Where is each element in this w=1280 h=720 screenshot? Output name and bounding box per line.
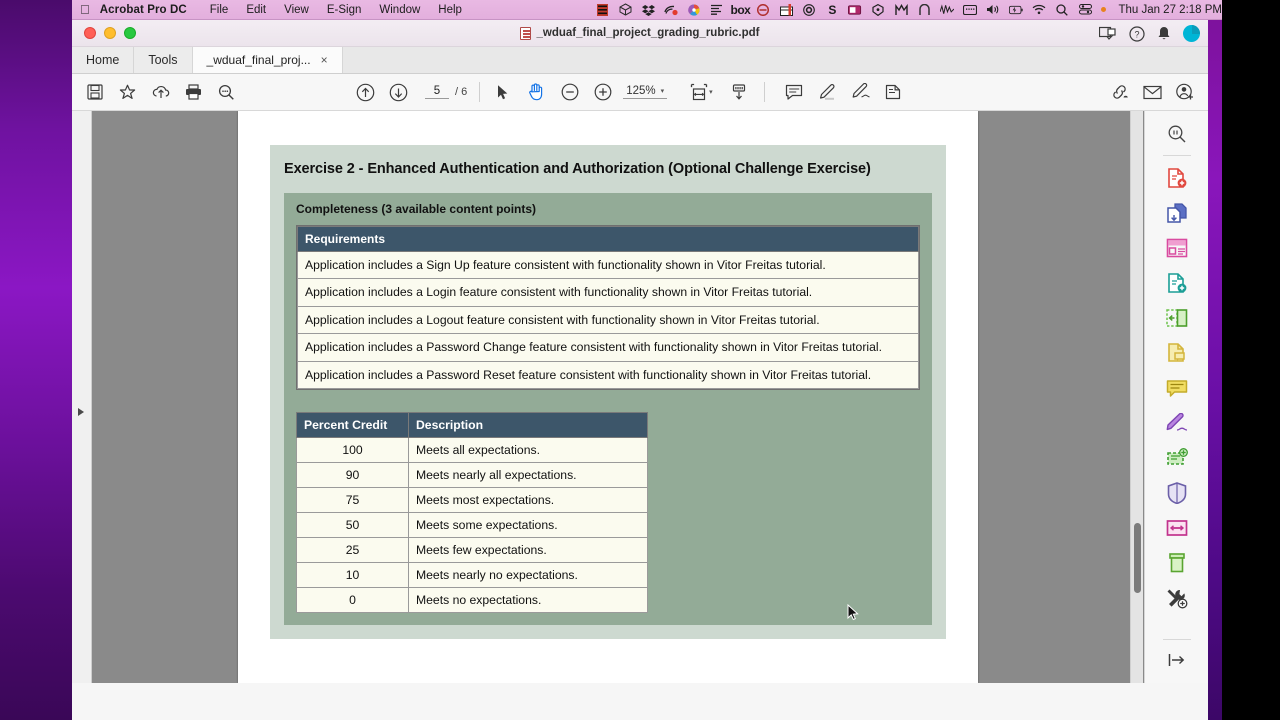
search-document-icon[interactable] xyxy=(1160,117,1194,151)
previous-page-icon[interactable] xyxy=(349,77,382,107)
percent-cell: 50 xyxy=(297,513,409,538)
pdf-page xyxy=(238,111,978,683)
description-cell: Meets nearly all expectations. xyxy=(409,463,648,488)
control-center-icon[interactable] xyxy=(1078,3,1092,16)
percent-cell: 90 xyxy=(297,463,409,488)
notification-bell-icon[interactable] xyxy=(1157,26,1171,42)
adblock-icon[interactable] xyxy=(756,3,770,16)
table-row xyxy=(297,563,648,588)
desktop-background-left xyxy=(0,0,72,720)
zoom-level-selector[interactable] xyxy=(623,85,667,99)
table-row xyxy=(298,334,919,361)
color-wheel-icon[interactable] xyxy=(687,3,701,16)
toolbar-view-group xyxy=(487,77,667,107)
page-number-input[interactable] xyxy=(425,85,449,99)
page-indicator xyxy=(425,85,467,99)
upload-cloud-icon[interactable] xyxy=(144,77,177,107)
more-tools-icon[interactable] xyxy=(1160,581,1194,615)
description-cell: Meets all expectations. xyxy=(409,438,648,463)
highlight-icon[interactable] xyxy=(811,77,844,107)
description-cell: Meets most expectations. xyxy=(409,488,648,513)
email-icon[interactable] xyxy=(1136,77,1169,107)
movie-icon[interactable] xyxy=(595,3,609,16)
redact-icon[interactable] xyxy=(1160,511,1194,545)
menu-clock[interactable]: Thu Jan 27 2:18 PM xyxy=(1118,3,1222,16)
select-tool-icon[interactable] xyxy=(487,77,520,107)
zoom-out-icon[interactable] xyxy=(553,77,586,107)
cleaner-icon[interactable] xyxy=(871,3,885,16)
hand-tool-icon[interactable] xyxy=(520,77,553,107)
fill-and-sign-icon[interactable] xyxy=(1160,406,1194,440)
chevron-down-icon: ▾ xyxy=(660,88,665,95)
gift-icon[interactable] xyxy=(779,3,793,16)
volume-icon[interactable] xyxy=(986,3,1000,16)
scrollbar-thumb[interactable] xyxy=(1134,523,1141,593)
table-row xyxy=(297,438,648,463)
prepare-form-icon[interactable] xyxy=(1160,441,1194,475)
percent-credit-table-wrapper xyxy=(296,412,648,613)
vertical-scrollbar[interactable] xyxy=(1130,111,1143,683)
window-title xyxy=(72,27,1208,40)
table-row xyxy=(297,538,648,563)
window-right-icons xyxy=(1099,20,1200,47)
save-icon[interactable] xyxy=(78,77,111,107)
page-title: Exercise 2 - Enhanced Authentication and Authorization (Optional Challenge Exercise) xyxy=(284,161,871,177)
menu-view[interactable]: View xyxy=(274,3,300,16)
table-row xyxy=(297,463,648,488)
description-cell: Meets no expectations. xyxy=(409,588,648,613)
apple-icon[interactable] xyxy=(72,3,100,16)
comment-icon[interactable] xyxy=(778,77,811,107)
circle-icon[interactable] xyxy=(802,3,816,16)
acrobat-window xyxy=(72,20,1208,720)
table-header-row xyxy=(298,226,919,251)
page-total-label: / 6 xyxy=(455,86,468,98)
requirement-cell: Application includes a Sign Up feature consistent with functionality shown in Vitor Freitas tutorial. xyxy=(298,251,919,278)
screen-letterbox-right xyxy=(1222,0,1280,720)
audio-wave-icon[interactable] xyxy=(940,3,954,16)
rail-separator-bottom xyxy=(1163,639,1191,640)
fit-chevron-down-icon[interactable]: ▾ xyxy=(709,89,713,96)
next-page-icon[interactable] xyxy=(382,77,415,107)
requirements-table xyxy=(297,226,919,389)
table-header-row xyxy=(297,413,648,438)
stamp-icon[interactable] xyxy=(877,77,910,107)
document-scroll-view[interactable] xyxy=(93,111,1143,683)
navigation-pane[interactable] xyxy=(72,111,92,683)
toolbar-fit-group xyxy=(687,77,756,107)
comment-balloon-icon[interactable] xyxy=(1160,371,1194,405)
menu-file[interactable]: File xyxy=(200,3,219,16)
table-row xyxy=(298,251,919,278)
close-icon[interactable]: × xyxy=(320,52,328,67)
menu-edit[interactable]: Edit xyxy=(236,3,257,16)
requirement-cell: Application includes a Login feature consistent with functionality shown in Vitor Freitas tutorial. xyxy=(298,279,919,306)
requirements-table-wrapper xyxy=(296,225,920,390)
table-row xyxy=(298,279,919,306)
wifi-icon[interactable] xyxy=(1032,3,1046,16)
collapse-pane-icon[interactable] xyxy=(1160,645,1194,675)
menu-app-name[interactable]: Acrobat Pro DC xyxy=(90,3,178,16)
table-row xyxy=(298,361,919,388)
percent-credit-header: Percent Credit xyxy=(297,413,409,438)
s-icon[interactable]: S xyxy=(828,2,837,17)
expand-navigation-pane-icon[interactable] xyxy=(78,408,84,416)
percent-cell: 75 xyxy=(297,488,409,513)
percent-cell: 25 xyxy=(297,538,409,563)
toolbar xyxy=(72,74,1208,111)
display-icon[interactable] xyxy=(963,3,977,16)
battery-icon[interactable] xyxy=(1009,3,1023,16)
percent-cell: 10 xyxy=(297,563,409,588)
tab-strip xyxy=(72,47,1208,74)
toolbar-file-group xyxy=(78,77,243,107)
fit-page-icon[interactable] xyxy=(687,77,711,107)
table-row xyxy=(297,588,648,613)
spotlight-search-icon[interactable] xyxy=(1055,3,1069,16)
share-link-icon[interactable] xyxy=(1103,77,1136,107)
toolbar-page-group xyxy=(349,77,467,107)
mac-menu-bar xyxy=(72,0,1222,20)
toolbar-separator-1 xyxy=(479,82,480,102)
avatar[interactable] xyxy=(1183,25,1200,42)
menu-status-icons xyxy=(595,3,1114,16)
orange-dot-indicator xyxy=(1101,3,1106,16)
comment-pdf-icon[interactable] xyxy=(1160,336,1194,370)
requirement-cell: Application includes a Password Change feature consistent with functionality shown in Vitor Freitas tutorial. xyxy=(298,334,919,361)
tab-document[interactable] xyxy=(193,46,343,73)
percent-credit-table xyxy=(296,412,648,613)
requirements-header: Requirements xyxy=(298,226,919,251)
table-row xyxy=(298,306,919,333)
search-icon[interactable] xyxy=(210,77,243,107)
tools-rail xyxy=(1144,111,1208,683)
desktop-background-right xyxy=(1208,0,1222,720)
share-screen-icon[interactable] xyxy=(1099,26,1117,41)
pdf-file-icon xyxy=(520,27,531,40)
description-cell: Meets nearly no expectations. xyxy=(409,563,648,588)
star-icon[interactable] xyxy=(111,77,144,107)
scroll-mode-icon[interactable] xyxy=(723,77,756,107)
table-row xyxy=(297,513,648,538)
toolbar-separator-2 xyxy=(764,82,765,102)
menu-esign[interactable]: E-Sign xyxy=(317,3,352,16)
protect-icon[interactable] xyxy=(1160,476,1194,510)
box-icon[interactable]: box xyxy=(730,2,751,17)
rail-bottom-group xyxy=(1160,636,1194,683)
vpn-icon[interactable] xyxy=(917,3,931,16)
zoom-in-icon[interactable] xyxy=(586,77,619,107)
help-icon[interactable] xyxy=(1129,26,1145,42)
export-pdf-icon[interactable] xyxy=(1160,301,1194,335)
description-header: Description xyxy=(409,413,648,438)
tab-strip-filler xyxy=(343,46,1208,73)
box-3d-icon[interactable] xyxy=(618,3,632,16)
description-cell: Meets some expectations. xyxy=(409,513,648,538)
malware-icon[interactable] xyxy=(894,3,908,16)
completeness-band: Completeness (3 available content points) xyxy=(284,193,932,225)
menu-help[interactable]: Help xyxy=(428,3,453,16)
draw-icon[interactable] xyxy=(844,77,877,107)
svg-text:?: ? xyxy=(1134,29,1140,40)
tab-home[interactable]: Home xyxy=(72,46,134,73)
table-row xyxy=(297,488,648,513)
menu-window[interactable]: Window xyxy=(369,3,411,16)
toolbar-share-group xyxy=(1103,77,1202,107)
mouse-pointer xyxy=(847,604,861,622)
window-title-text: _wduaf_final_project_grading_rubric.pdf xyxy=(536,27,760,39)
requirement-cell: Application includes a Logout feature consistent with functionality shown in Vitor Freitas tutorial. xyxy=(298,306,919,333)
tab-document-label: _wduaf_final_proj... xyxy=(206,52,311,67)
percent-cell: 0 xyxy=(297,588,409,613)
tab-tools[interactable]: Tools xyxy=(134,46,192,73)
zoom-level-label: 125% xyxy=(626,85,656,97)
battery-widget-icon[interactable] xyxy=(848,3,862,16)
dropbox-icon[interactable] xyxy=(641,3,655,16)
combine-files-icon[interactable] xyxy=(1160,196,1194,230)
edit-pdf-icon[interactable] xyxy=(1160,266,1194,300)
description-cell: Meets few expectations. xyxy=(409,538,648,563)
print-icon[interactable] xyxy=(177,77,210,107)
create-pdf-icon[interactable] xyxy=(1160,161,1194,195)
record-icon[interactable] xyxy=(664,3,678,16)
toolbar-annotation-group xyxy=(778,77,910,107)
rail-separator xyxy=(1163,155,1191,156)
add-person-icon[interactable] xyxy=(1169,77,1202,107)
window-titlebar xyxy=(72,20,1208,47)
requirement-cell: Application includes a Password Reset feature consistent with functionality shown in Vitor Freitas tutorial. xyxy=(298,361,919,388)
list-icon[interactable] xyxy=(710,3,724,16)
document-content-area xyxy=(72,111,1208,683)
percent-cell: 100 xyxy=(297,438,409,463)
exercise-section xyxy=(270,145,946,639)
compress-pdf-icon[interactable] xyxy=(1160,546,1194,580)
organize-pages-icon[interactable] xyxy=(1160,231,1194,265)
requirements-band xyxy=(284,225,932,625)
